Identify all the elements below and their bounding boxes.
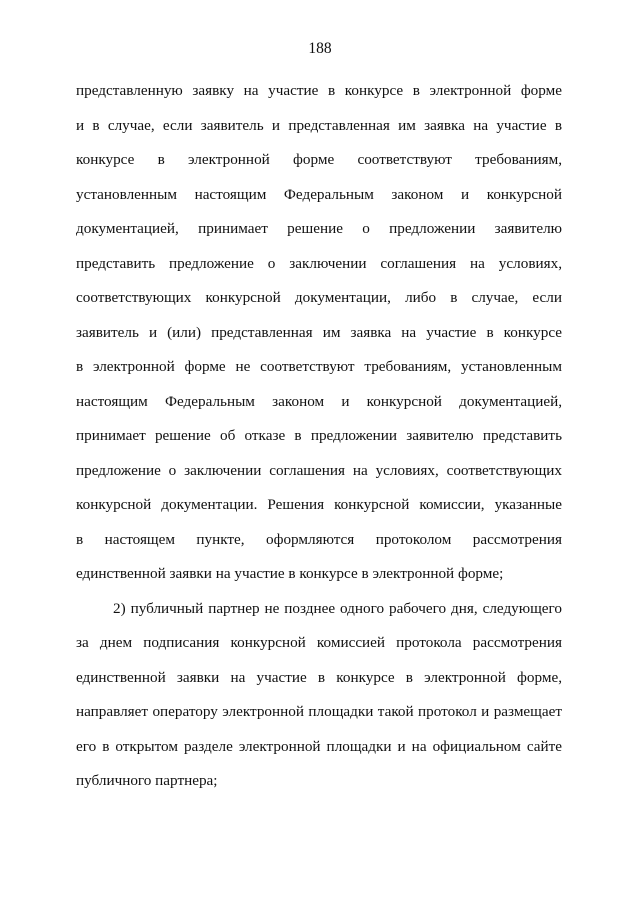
text-line: за днем подписания конкурсной комиссией протокола рассмотрения — [76, 634, 562, 651]
text-line: в электронной форме не соответствуют требованиям, установленным — [76, 358, 562, 375]
text-line: представленную заявку на участие в конкурсе в электронной форме — [76, 82, 562, 99]
text-line: принимает решение об отказе в предложении заявителю представить — [76, 427, 562, 444]
text-line: публичного партнера; — [76, 772, 218, 789]
text-line: в настоящем пункте, оформляются протоколом рассмотрения — [76, 530, 562, 548]
text-line: документацией, принимает решение о предложении заявителю — [76, 220, 562, 237]
document-body — [76, 74, 562, 799]
text-line: соответствующих конкурсной документации, либо в случае, если — [76, 289, 562, 306]
text-line: установленным настоящим Федеральным законом и конкурсной — [76, 185, 562, 203]
text-line: предложение о заключении соглашения на условиях, соответствующих — [76, 461, 562, 479]
text-line: настоящим Федеральным законом и конкурсной документацией, — [76, 392, 562, 410]
text-line: направляет оператору электронной площадки такой протокол и размещает — [76, 703, 562, 720]
text-line: его в открытом разделе электронной площадки и на официальном сайте — [76, 737, 562, 755]
page-number: 188 — [308, 40, 332, 57]
text-line: 2) публичный партнер не позднее одного рабочего дня, следующего — [113, 599, 562, 617]
text-line: конкурсной документации. Решения конкурсной комиссии, указанные — [76, 496, 562, 513]
text-line: единственной заявки на участие в конкурсе в электронной форме, — [76, 668, 562, 686]
text-line: единственной заявки на участие в конкурсе в электронной форме; — [76, 565, 504, 582]
text-line: представить предложение о заключении соглашения на условиях, — [76, 254, 562, 272]
text-line: и в случае, если заявитель и представленная им заявка на участие в — [76, 116, 562, 134]
text-line: конкурсе в электронной форме соответствуют требованиям, — [76, 151, 562, 168]
text-line: заявитель и (или) представленная им заявка на участие в конкурсе — [76, 323, 562, 341]
